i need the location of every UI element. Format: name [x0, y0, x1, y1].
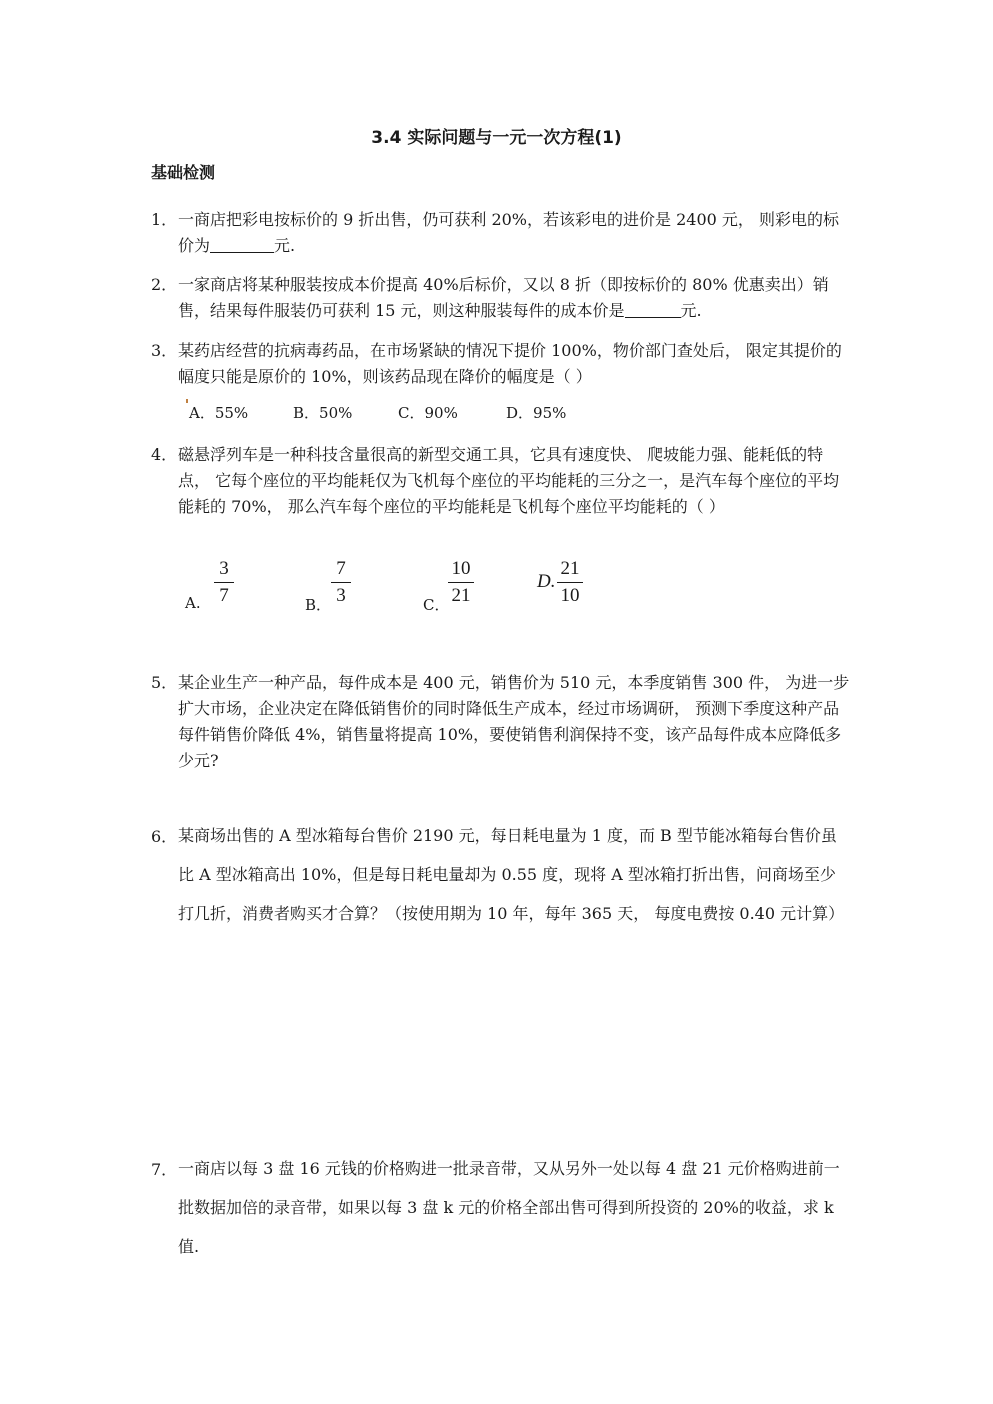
option-a[interactable]: A．55%: [189, 404, 249, 422]
question-number: 5．: [151, 673, 178, 692]
answer-blank[interactable]: [210, 236, 274, 253]
option-c-label[interactable]: C．: [423, 596, 450, 614]
question-5: [151, 670, 851, 774]
option-d[interactable]: D．95%: [506, 404, 567, 422]
question-text: 一商店以每 3 盘 16 元钱的价格购进一批录音带，又从另外一处以每 4 盘 21 元价格购进前一批数据加倍的录音带，如果以每 3 盘 k 元的价格全部出售可得到所投资的 20%的收益，求 k 值.: [178, 1159, 840, 1256]
question-2: [151, 272, 851, 324]
section-heading: 基础检测: [151, 163, 216, 182]
question-text-tail: 元.: [274, 236, 296, 255]
fraction-b: 7 3: [331, 558, 351, 607]
question-text: 一家商店将某种服装按成本价提高 40%后标价，又以 8 折（即按标价的 80% 优惠卖出）销售，结果每件服装仍可获利 15 元，则这种服装每件的成本价是: [178, 275, 829, 320]
fraction-a: 3 7: [214, 558, 234, 607]
stray-mark: [186, 399, 188, 403]
page-title: 3.4 实际问题与一元一次方程(1): [371, 128, 622, 148]
question-number: 6．: [151, 827, 178, 846]
question-text-tail: 元.: [680, 301, 702, 320]
question-number: 3．: [151, 341, 178, 360]
question-text: 某企业生产一种产品，每件成本是 400 元，销售价为 510 元，本季度销售 300 件， 为进一步扩大市场，企业决定在降低销售价的同时降低生产成本，经过市场调研， 预测下季度这种产品每件销售价降低 4%，销售量将提高 10%，要使销售利润保持不变，该产品每件成本应降低多少元?: [178, 673, 850, 770]
question-text: 某药店经营的抗病毒药品，在市场紧缺的情况下提价 100%，物价部门查处后， 限定其提价的幅度只能是原价的 10%，则该药品现在降价的幅度是（ ）: [178, 341, 842, 386]
option-a-label[interactable]: A.: [185, 594, 201, 612]
fraction-d: 21 10: [557, 558, 583, 607]
answer-blank[interactable]: [625, 301, 681, 318]
question-text: 某商场出售的 A 型冰箱每台售价 2190 元，每日耗电量为 1 度，而 B 型节能冰箱每台售价虽比 A 型冰箱高出 10%，但是每日耗电量却为 0.55 度，现将 A 型冰箱打折出售，问商场至少打几折，消费者购买才合算？（按使用期为 10 年，每年 365 天， 每度电费按 0.40 元计算）: [178, 826, 845, 923]
question-number: 7．: [151, 1160, 178, 1179]
question-4: [151, 442, 851, 520]
question-6: [151, 816, 851, 933]
option-c[interactable]: C．90%: [398, 404, 458, 422]
option-d-label[interactable]: D.: [537, 571, 556, 592]
question-text: 一商店把彩电按标价的 9 折出售，仍可获利 20%，若该彩电的进价是 2400 元， 则彩电的标价为: [178, 210, 839, 255]
question-1: [151, 207, 851, 259]
question-7: [151, 1149, 851, 1266]
option-b-label[interactable]: B．: [305, 596, 332, 614]
question-3: [151, 338, 851, 390]
question-number: 1．: [151, 210, 178, 229]
option-b[interactable]: B．50%: [293, 404, 353, 422]
question-text: 磁悬浮列车是一种科技含量很高的新型交通工具，它具有速度快、 爬坡能力强、能耗低的特点， 它每个座位的平均能耗仅为飞机每个座位的平均能耗的三分之一，是汽车每个座位的平均能耗的 70%， 那么汽车每个座位的平均能耗是飞机每个座位平均能耗的（ ）: [178, 445, 840, 516]
question-number: 2．: [151, 275, 178, 294]
question-number: 4．: [151, 445, 178, 464]
fraction-c: 10 21: [448, 558, 474, 607]
